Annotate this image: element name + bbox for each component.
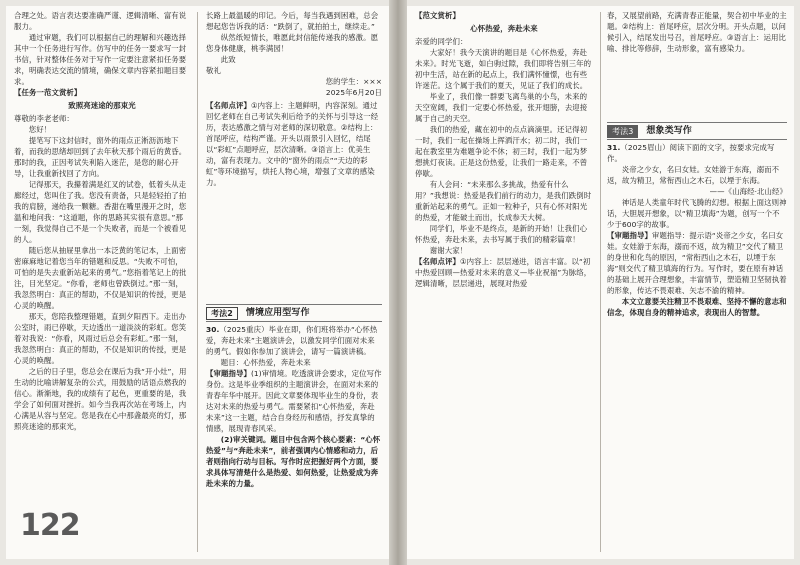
q31-quote-source: ——《山海经·北山经》 <box>709 187 787 196</box>
letter-date: 2025年6月20日 <box>325 88 382 97</box>
q31-guide-title: 审题指导： <box>651 231 690 240</box>
essay1-continuation: 长路上最温暖的印记。今后，每当我遇到困难，总会想起您告诉我的话：“跌倒了，就拍拍土，继续走。” <box>206 11 379 31</box>
essay2-para: 大家好！我今天演讲的题目是《心怀热爱，奔赴未来》。时光飞逝，如白驹过隙，我们即将告别三年的初中生活，站在新的起点上，我们满怀憧憬，也有些许迷茫。这个属于我们的夏天，见证了我们的成长。 <box>415 48 592 90</box>
question-31 <box>607 142 787 318</box>
essay2-para: 我们的热爱，藏在初中的点点滴滴里。还记得初一时，我们一起在操场上挥洒汗水；初二时，我们一起在教室里为难题争论不休；初三时，我们一起为梦想挑灯夜读。正是这份热爱，让我们一路走来，不曾停歇。 <box>415 125 588 178</box>
essay1-title: 致照亮迷途的那束光 <box>68 101 136 110</box>
comment2-text: ①内容上：层层递进，语言丰富。以“初中热爱回顾—热爱对未来的意义—毕业祝福”为脉络，逻辑清晰，层层递进，展现对热爱 <box>415 257 592 288</box>
kaofa2-badge: 考法2 <box>206 307 238 320</box>
q31-guide-text: 提示语“炎帝之少女，名曰女娃。女娃游于东海，溺而不返，故为精卫”交代了精卫的身世和化鸟的原因，“常衔西山之木石，以堙于东海”则交代了精卫填海的行为。写作时，要在原有神话的基础上展开合理想象，丰富情节，塑造精卫坚韧执着的形象，传达不畏艰难、矢志不渝的精神。 <box>607 231 787 295</box>
q30-guide-label: 【审题指导】 <box>206 369 251 378</box>
book-gutter <box>389 0 407 565</box>
sample2-label: 【范文赏析】 <box>415 11 460 20</box>
q31-number: 31. <box>607 143 621 152</box>
task1-label: 【任务一范文赏析】 <box>14 88 82 97</box>
essay1-para: 记得那天，我攥着满是红叉的试卷，低着头从走廊经过，您叫住了我。您没有责备，只是轻轻拍了拍我的肩膀，递给我一颗糖。香甜在嘴里漫开之时，您温和地问我：“这道题，你的思路其实很有意思。”那一刻，我觉得自己不是一个失败者，而是一个被看见的人。 <box>14 180 187 244</box>
essay2-thanks: 谢谢大家！ <box>429 246 468 255</box>
comment1-label: 【名师点评】 <box>206 101 251 110</box>
analysis-text: 通过审题，我们可以根据自己的理解和兴趣选择其中一个任务进行写作。仿写中的任务一要求写一封书信，针对整体任务对于写作一定要注意紧扣任务要求，明确表达交流的情境，确保文章内容紧扣题目要求。 <box>14 33 187 86</box>
closing-2: 敬礼 <box>206 66 221 75</box>
q30-guide-1: (1)审情境。吃透演讲会要求，定位写作身份。这是毕业季组织的主题演讲会，在面对未来的青春年华中展开。因此文章要体现毕业生的身份，表达对未来的热爱与勇气。需要紧扣“心怀热爱，奔赴未来”这一主题，结合自身经历和感悟，抒发真挚的情感，展现青春风采。 <box>206 369 382 433</box>
essay1-salutation: 尊敬的李老老师： <box>14 114 74 123</box>
comment2-label: 【名师点评】 <box>415 257 460 266</box>
section-header-kaofa2 <box>206 304 382 322</box>
q31-guide-end: 本文立意要关注精卫不畏艰难、坚持不懈的意志和信念，体现自身的精神追求，表现出人的智慧。 <box>607 297 787 317</box>
essay1-greeting: 您好！ <box>28 125 52 134</box>
right-column-1 <box>415 10 593 555</box>
essay1-para: 之后的日子里，您总会在课后为我“开小灶”，用生动的比喻讲解复杂的公式，用鼓励的话语点燃我的信心。渐渐地，我的成绩有了起色，更重要的是，我学会了如何面对挫折。如今当我再次站在考场上，内心满是从容与坚定。您是我在心中那盏最亮的灯，那照亮迷途的那束光， <box>14 367 187 431</box>
essay2-salutation: 亲爱的同学们： <box>415 37 468 46</box>
comment2-continuation: 春，又展望前路，充满青春正能量，契合初中毕业的主题。②结构上：首尾呼应，层次分明。开头点题，以问候引入，结尾发出号召，首尾呼应。③语言上：运用比喻、排比等修辞，生动形象，富有感染力。 <box>607 11 787 53</box>
essay1-para: 随后您从抽屉里拿出一本泛黄的笔记本，上面密密麻麻地记着您当年的错题和反思。“失败不可怕，可怕的是失去重新站起来的勇气。”您指着笔记上的批注，目光坚定。“你看，老师也曾跌倒过。”那一刻，我忽然明白：真正的帮助，不仅是知识的传授，更是心灵的唤醒。 <box>14 246 187 310</box>
kaofa2-title: 情境应用型写作 <box>245 307 310 318</box>
kaofa3-title: 想象类写作 <box>646 125 692 136</box>
q31-guide-label: 【审题指导】 <box>607 231 652 240</box>
closing-1: 此致 <box>220 55 236 64</box>
q30-requirement: 题目：心怀热爱，奔赴未来 <box>220 358 311 367</box>
essay2-para: 毕业了，我们像一群要飞离鸟巢的小鸟，未来的天空宽阔，我们一定要心怀热爱，张开翅膀，去迎接属于自己的天空。 <box>415 92 588 123</box>
column-divider <box>197 12 198 552</box>
q31-task: 神话是人类童年时代飞腾的幻想。根据上面这则神话，大胆展开想象，以“精卫填海”为题，创写一个不少于600字的故事。 <box>607 198 787 229</box>
right-column-2 <box>607 10 787 555</box>
q31-stem: （2025眉山）阅读下面的文字，按要求完成写作。 <box>607 143 775 163</box>
left-column-2 <box>206 10 382 555</box>
essay1-thanks: 纵然纸短情长，唯愿此封信能传递我的感激。愿您身体健康，桃李满园！ <box>206 33 379 53</box>
page-number: 122 <box>20 508 80 543</box>
q30-number: 30. <box>206 325 220 334</box>
q31-quote: 炎帝之少女，名曰女娃。女娃游于东海，溺而不返，故为精卫，常衔西山之木石，以堙于东海。 <box>607 165 780 185</box>
column-divider <box>600 12 601 552</box>
essay1-para: 提笔写下这封信时，窗外的雨点正淅沥沥地下着，而我的思绪却回到了去年秋天那个雨后的黄昏。那时的我，正因考试失利陷入迷茫，是您的耐心开导，让我重新找回了方向。 <box>14 136 187 178</box>
q30-guide-2: (2)审关键词。题目中包含两个核心要素：“心怀热爱”与“奔赴未来”，前者强调内心情感和动力，后者则指向行动与目标。写作时应把握好两个方面，要求具体写清楚什么是热爱、如何热爱，让热爱成为奔赴未来的力量。 <box>206 435 381 488</box>
intro-text: 合理之处。语言表达要准确严谨、逻辑清晰、富有说服力。 <box>14 11 187 31</box>
section-header-kaofa3 <box>607 122 787 140</box>
essay1-para: 那天，您陪我整理错题，直到夕阳西下。走出办公室时，雨已停歇，天边透出一道淡淡的彩虹。您笑着对我说：“你看，风雨过后总会有彩虹。”那一刻，我忽然明白：真正的帮助，不仅是知识的传授，更是心灵的唤醒。 <box>14 312 187 365</box>
left-page <box>6 6 389 559</box>
essay2-para: 有人会问：“未来那么多挑战，热爱有什么用？”我想说：热爱是我们前行的动力，是我们跌倒时重新站起来的勇气。正如一粒种子，只有心怀对阳光的热爱，才能破土而出，长成参天大树。 <box>415 180 592 222</box>
q30-stem: （2025重庆）毕业在即，你们班将举办“心怀热爱，奔赴未来”主题演讲会，以激发同学们面对未来的勇气。假如你参加了演讲会，请写一篇演讲稿。 <box>206 325 378 356</box>
question-30 <box>206 324 382 489</box>
essay2-para: 同学们，毕业不是终点，是新的开始！让我们心怀热爱，奔赴未来，去书写属于我们的精彩篇章！ <box>415 224 588 244</box>
comment1-text: ①内容上：主题鲜明，内容深刻。通过回忆老师在自己考试失利后给予的关怀与引导这一经历，表达感激之情与对老师的深切敬意。②结构上：首尾呼应，结构严谨。开头以雨景引入回忆，结尾以“彩虹”点题呼应，层次清晰。③语言上：优美生动，富有表现力。文中的“窗外的雨点”“天边的彩虹”等环境描写，烘托人物心境，增强了文章的感染力。 <box>206 101 379 187</box>
signer: 您的学生：××× <box>325 77 382 86</box>
kaofa3-badge: 考法3 <box>607 125 638 138</box>
essay2-title: 心怀热爱，奔赴未来 <box>470 24 538 33</box>
left-column-1 <box>14 10 190 555</box>
right-page <box>407 6 794 559</box>
